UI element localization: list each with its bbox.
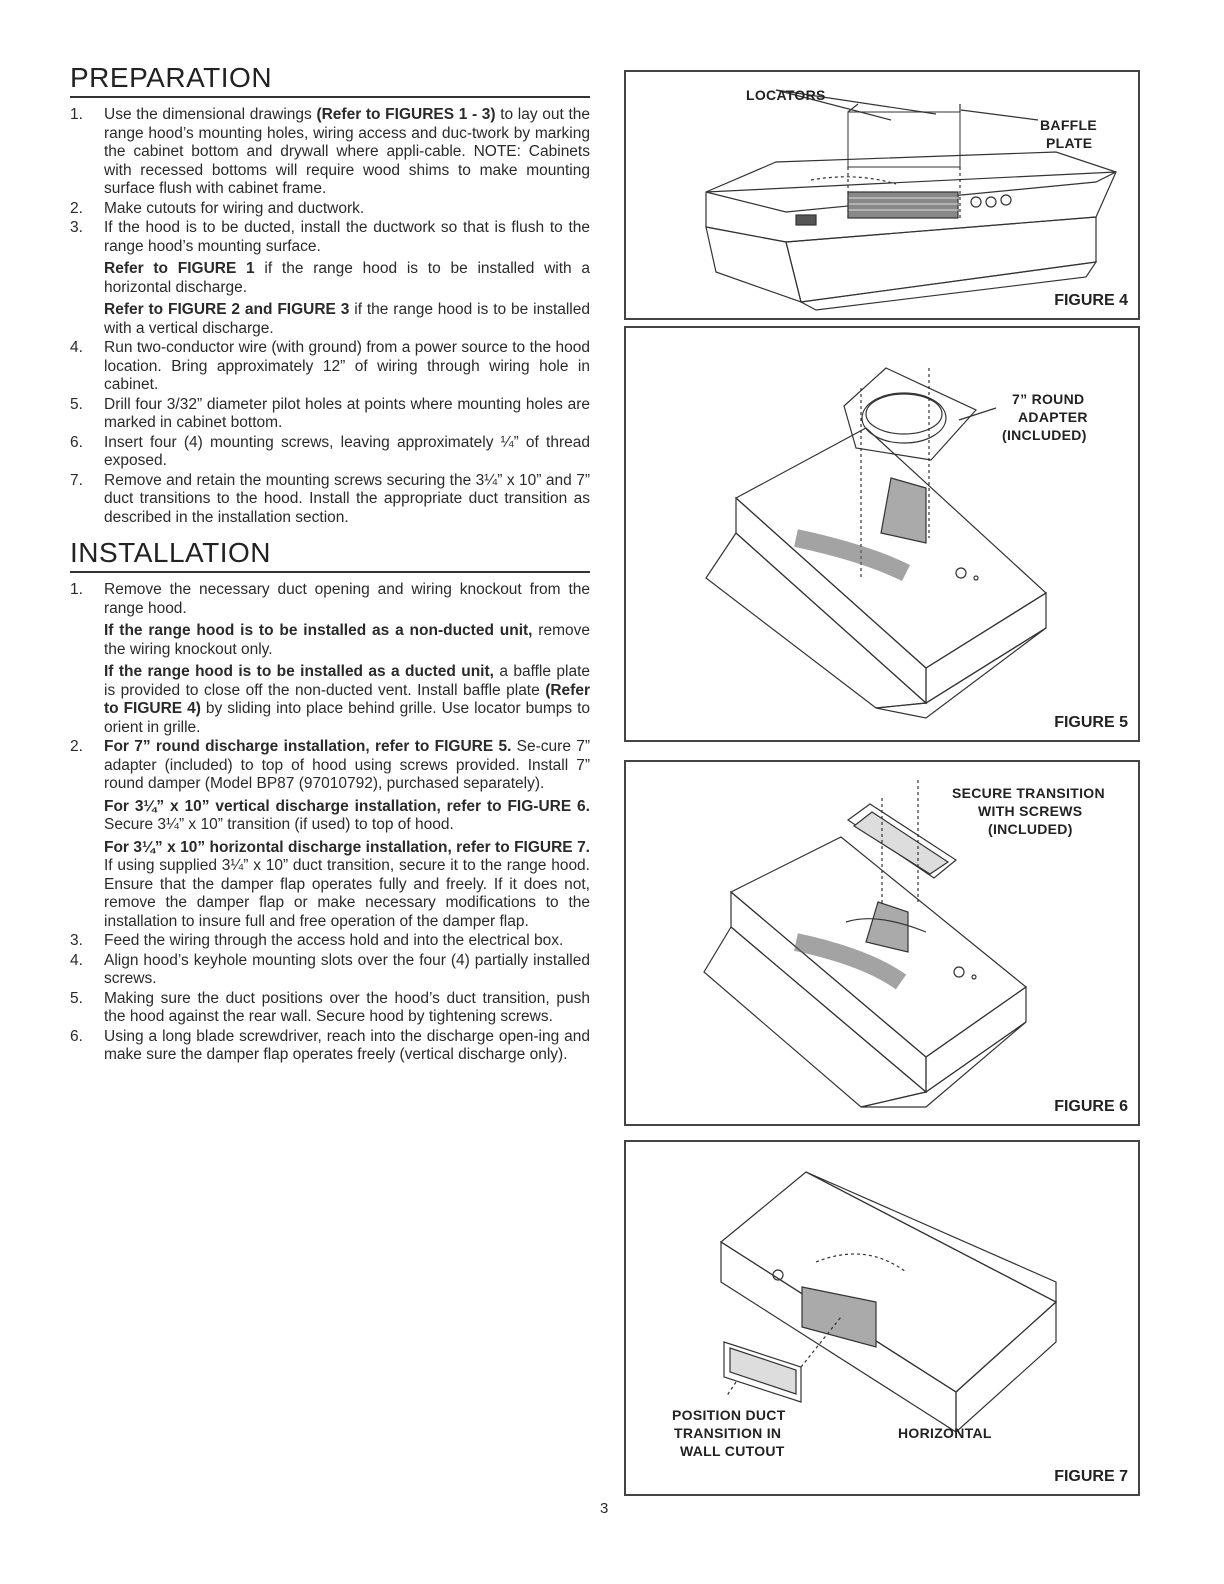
text: Make cutouts for wiring and ductwork.	[104, 199, 365, 217]
text: remove the wiring knockout only.	[104, 622, 590, 658]
step-number: 6.	[70, 1027, 83, 1045]
text: Insert four (4) mounting screws, leaving approximately ¼” of thread exposed.	[104, 433, 590, 469]
text: Se-cure 7” adapter (included) to top of hood using screws provided. Install 7” round damper (Model BP87 (97010792), purchased separately).	[104, 738, 590, 792]
installation-heading: INSTALLATION	[70, 537, 590, 573]
figure-5	[624, 326, 1140, 742]
step-number: 5.	[70, 989, 83, 1007]
text: a baffle plate is provided to close off the non-ducted vent. Install baffle plate	[104, 663, 590, 699]
text: if the range hood is to be installed with a vertical discharge.	[104, 301, 590, 337]
bold-text: Refer to FIGURE 2 and FIGURE 3	[104, 301, 350, 318]
figure-4	[624, 70, 1140, 320]
step-text	[104, 434, 590, 470]
step-item	[70, 952, 590, 989]
installation-section	[70, 537, 590, 1065]
text: Making sure the duct positions over the hood’s duct transition, push the hood against the rear wall. Secure hood by tightening screws.	[104, 989, 590, 1025]
baffle-plate-label-line2: PLATE	[1046, 135, 1093, 151]
step-number: 6.	[70, 433, 83, 451]
text: Using a long blade screwdriver, reach into the discharge open-ing and make sure the damper flap operates freely (vertical discharge only).	[104, 1027, 590, 1063]
bold-text: (Refer to FIGURES 1 - 3)	[316, 106, 496, 123]
bold-text: If the range hood is to be installed as a ducted unit,	[104, 663, 494, 680]
step-number: 4.	[70, 951, 83, 969]
step-text	[104, 200, 364, 217]
text: Remove the necessary duct opening and wiring knockout from the range hood.	[104, 581, 590, 617]
text: If using supplied 3¼” x 10” duct transition, secure it to the range hood. Ensure that the damper flap operates fully and freely. If it does not, remove the damper flap or make necessary modifications to the installation to insure full and free operation of the damper flap.	[104, 857, 590, 930]
step-item	[70, 434, 590, 471]
text: If the hood is to be ducted, install the ductwork so that is flush to the range hood’s mounting surface.	[104, 219, 590, 255]
secure-transition-label-line1: SECURE TRANSITION	[952, 785, 1105, 801]
bold-text: (Refer to FIGURE 4)	[104, 681, 590, 717]
step-number: 4.	[70, 339, 83, 356]
step-number: 2.	[70, 738, 83, 755]
position-duct-label-line2: TRANSITION IN	[674, 1425, 782, 1441]
figure-5-caption: FIGURE 5	[1054, 714, 1128, 731]
text: Align hood’s keyhole mounting slots over the four (4) partially installed screws.	[104, 951, 590, 987]
adapter-label-line1: 7” ROUND	[1012, 391, 1085, 407]
step-item	[70, 990, 590, 1027]
text: Secure 3¼” x 10” transition (if used) to top of hood.	[104, 816, 454, 833]
figure-4-drawing	[626, 72, 1142, 322]
step-number: 3.	[70, 219, 83, 236]
step-text	[104, 472, 590, 526]
step-number: 2.	[70, 199, 83, 217]
step-item	[70, 339, 590, 395]
text: Use the dimensional drawings	[104, 106, 317, 123]
text: Run two-conductor wire (with ground) from a power source to the hood location. Bring approximately 12” of wiring through wiring hole in cabinet.	[104, 339, 590, 393]
step-text	[104, 219, 590, 255]
step-subparagraph	[104, 839, 590, 932]
step-number: 5.	[70, 395, 83, 413]
baffle-plate-label-line1: BAFFLE	[1040, 117, 1098, 133]
bold-text: Refer to FIGURE 1	[104, 260, 255, 277]
step-text	[104, 990, 590, 1026]
locators-label: LOCATORS	[746, 87, 826, 103]
step-subparagraph	[104, 663, 590, 737]
step-number: 1.	[70, 106, 83, 123]
figure-6-caption: FIGURE 6	[1054, 1098, 1128, 1115]
step-number: 3.	[70, 932, 83, 949]
preparation-steps	[70, 106, 590, 527]
step-subparagraph	[104, 798, 590, 835]
step-item	[70, 581, 590, 737]
horizontal-label: HORIZONTAL	[898, 1425, 992, 1441]
step-number: 1.	[70, 581, 83, 598]
step-subparagraph	[104, 622, 590, 659]
secure-transition-label-line2: WITH SCREWS	[978, 803, 1083, 819]
step-number: 7.	[70, 471, 83, 489]
step-text	[104, 1028, 590, 1064]
step-item	[70, 738, 590, 931]
text: Feed the wiring through the access hold and into the electrical box.	[104, 932, 564, 949]
step-text	[104, 106, 590, 197]
figure-6	[624, 760, 1140, 1126]
text: to lay out the range hood’s mounting holes, wiring access and duc-twork by marking the cabinet bottom and drywall where appli-cable. NOTE: Cabinets with recessed bottoms will require wood shims to make mounting surface flush with cabinet frame.	[104, 106, 590, 197]
position-duct-label-line1: POSITION DUCT	[672, 1407, 786, 1423]
secure-transition-label-line3: (INCLUDED)	[988, 821, 1073, 837]
step-item	[70, 932, 590, 951]
figure-7	[624, 1140, 1140, 1496]
figure-4-caption: FIGURE 4	[1054, 292, 1128, 309]
preparation-section	[70, 62, 590, 527]
step-item	[70, 1028, 590, 1065]
adapter-label-line3: (INCLUDED)	[1002, 427, 1087, 443]
position-duct-label-line3: WALL CUTOUT	[680, 1443, 785, 1459]
step-item	[70, 219, 590, 338]
bold-text: For 7” round discharge installation, refer to FIGURE 5.	[104, 738, 512, 755]
bold-text: If the range hood is to be installed as a non-ducted unit,	[104, 622, 533, 639]
step-text	[104, 396, 590, 432]
bold-text: For 3¼” x 10” horizontal discharge installation, refer to FIGURE 7.	[104, 838, 590, 856]
step-item	[70, 106, 590, 199]
step-subparagraph	[104, 260, 590, 297]
step-item	[70, 396, 590, 433]
step-item	[70, 200, 590, 219]
page-number: 3	[600, 1500, 609, 1517]
text: Remove and retain the mounting screws securing the 3¼” x 10” and 7” duct transitions to the hood. Install the appropriate duct transition as described in the installation section.	[104, 471, 590, 526]
preparation-heading: PREPARATION	[70, 62, 590, 98]
step-text	[104, 952, 590, 988]
text: if the range hood is to be installed with a horizontal discharge.	[104, 260, 590, 296]
step-text	[104, 932, 563, 949]
step-text	[104, 339, 590, 393]
step-subparagraph	[104, 301, 590, 338]
text-column	[70, 62, 590, 1066]
step-text	[104, 738, 590, 792]
text: by sliding into place behind grille. Use locator bumps to orient in grille.	[104, 700, 590, 736]
installation-steps	[70, 581, 590, 1065]
text: Drill four 3/32” diameter pilot holes at points where mounting holes are marked in cabinet bottom.	[104, 395, 590, 431]
figure-7-caption: FIGURE 7	[1054, 1468, 1128, 1485]
step-text	[104, 581, 590, 617]
bold-text: For 3¼” x 10” vertical discharge installation, refer to FIG-URE 6.	[104, 797, 590, 815]
step-item	[70, 472, 590, 528]
adapter-label-line2: ADAPTER	[1018, 409, 1088, 425]
